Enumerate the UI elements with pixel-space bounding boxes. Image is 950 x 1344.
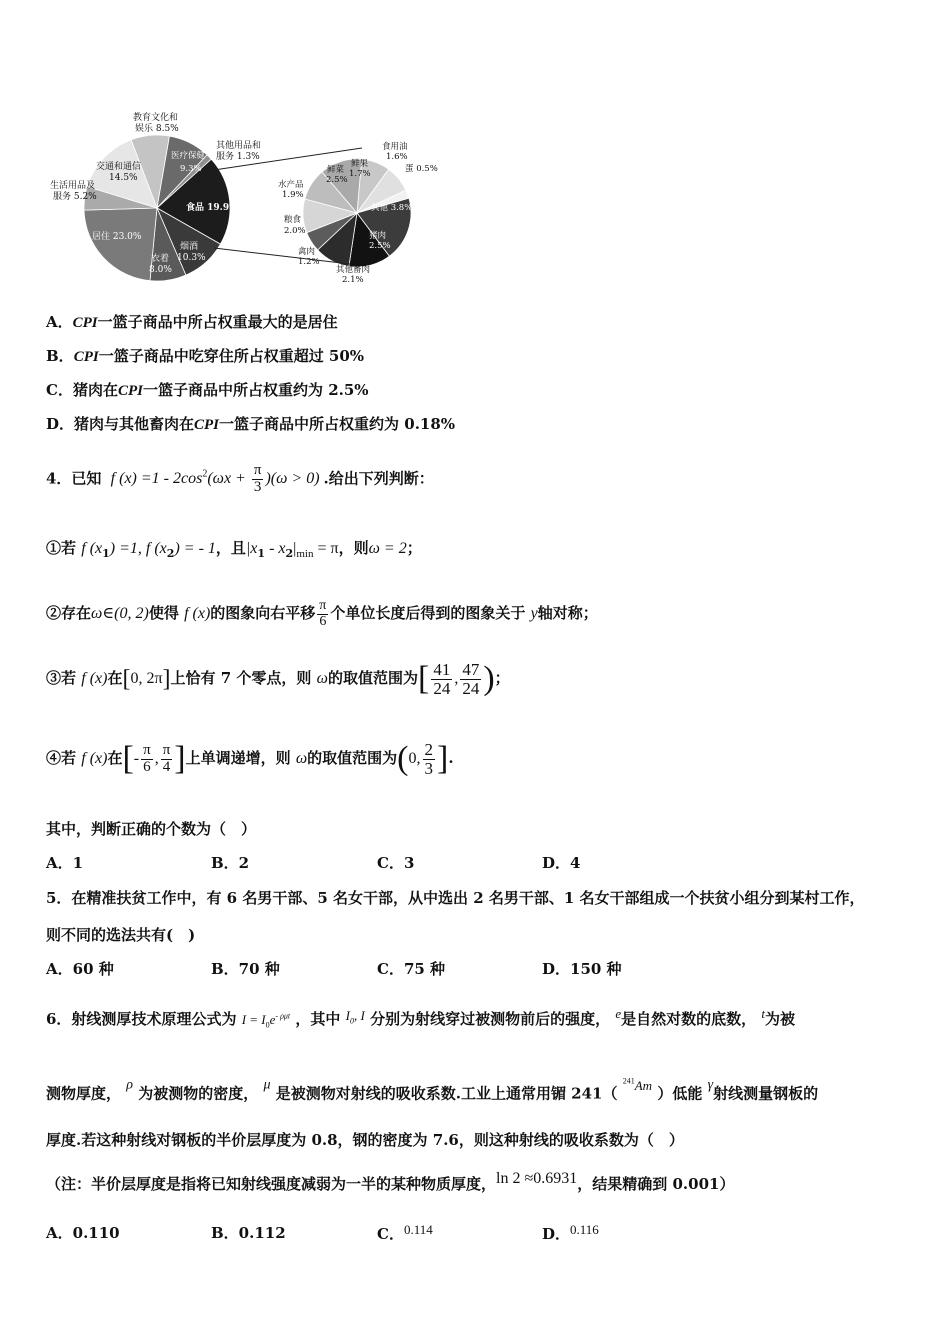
q6-option-b: B．0.112: [211, 1224, 286, 1242]
label-oil-value: 1.6%: [386, 152, 408, 162]
q4-option-a: A．1: [46, 854, 84, 872]
label-tobacco-value: 10.3%: [177, 253, 206, 263]
label-edu-line2: 娱乐 8.5%: [135, 124, 179, 134]
q4-option-c: C．3: [377, 854, 415, 872]
label-aqua-value: 1.9%: [282, 190, 304, 200]
label-medical-value: 9.3%: [180, 164, 202, 174]
label-meat-name: 其他畜肉: [336, 265, 371, 275]
q3-option-c: C．猪肉在CPI一篮子商品中所占权重约为 2.5%: [46, 381, 369, 399]
label-other-line1: 其他用品和: [216, 141, 262, 151]
q4-statement-3: ③若 f (x)在[0, 2π]上恰有 7 个零点，则 ω的取值范围为[ $\frac{41}{24}$ , $\frac{47}{24}$ )；: [46, 659, 510, 698]
label-clothing-name: 衣着: [151, 254, 170, 264]
q6-stem-line2: 测物厚度， ρ 为被测物的密度， μ 是被测物对射线的吸收系数.工业上通常用镅 241（ $^{241}$Am ）低能 γ射线测量钢板的: [46, 1077, 819, 1103]
label-oil-name: 食用油: [382, 142, 408, 152]
q3-option-d: D．猪肉与其他畜肉在CPI一篮子商品中所占权重约为 0.18%: [46, 415, 456, 433]
label-other-food: 其他 3.8%: [371, 203, 413, 213]
label-egg: 蛋 0.5%: [405, 164, 438, 174]
label-veg-name: 鲜菜: [327, 165, 345, 175]
label-daily-line1: 生活用品及: [50, 181, 96, 191]
q6-stem-line3: 厚度.若这种射线对钢板的半价层厚度为 0.8，钢的密度为 7.6，则这种射线的吸收系数为（ ）: [46, 1131, 684, 1149]
q4-statement-2: ②存在ω∈(0, 2)使得 f (x)的图象向右平移 $\frac{\pi}{6}$ 个单位长度后得到的图象关于 y轴对称；: [46, 597, 598, 629]
label-daily-line2: 服务 5.2%: [53, 192, 97, 202]
label-poultry-name: 禽肉: [298, 247, 316, 257]
label-food-name: 食品 19.9%: [186, 203, 238, 213]
label-transport-name: 交通和通信: [96, 162, 142, 172]
main-pie-slice: [84, 208, 157, 281]
label-transport-value: 14.5%: [109, 173, 138, 183]
label-fruit-value: 1.7%: [349, 169, 371, 179]
label-pork-value: 2.5%: [369, 241, 391, 251]
q4-question: 其中，判断正确的个数为（ ）: [46, 820, 257, 838]
q4-statement-4: ④若 f (x)在[- $\frac{\pi}{6}$ , $\frac{\pi}{4}$ ]上单调递增，则 ω的取值范围为(0, $\frac{2}{3}$ ].: [46, 739, 454, 778]
label-medical-name: 医疗保健: [171, 151, 206, 161]
label-aqua-name: 水产品: [278, 180, 304, 190]
label-fruit-name: 鲜果: [351, 159, 369, 169]
label-clothing-value: 8.0%: [149, 265, 172, 275]
q5-stem-line1: 5．在精准扶贫工作中，有 6 名男干部、5 名女干部，从中选出 2 名男干部、1 名女干部组成一个扶贫小组分到某村工作，: [46, 889, 865, 907]
q4-option-d: D．4: [542, 854, 581, 872]
q6-option-a: A．0.110: [46, 1224, 120, 1242]
q5-stem-line2: 则不同的选法共有( ): [46, 926, 196, 944]
q5-option-d: D．150 种: [542, 960, 622, 978]
label-edu-line1: 教育文化和: [133, 113, 179, 123]
q6-option-c: C．0.114: [377, 1222, 433, 1243]
q3-option-b: B．CPI一篮子商品中吃穿住所占权重超过 50%: [46, 347, 365, 365]
label-veg-value: 2.5%: [326, 175, 348, 185]
label-meat-value: 2.1%: [342, 275, 364, 285]
q4-formula: f $(x) =1 - 2\cos^2(\omega x$ + $\frac{\pi}{3}$ )(ω > 0): [110, 462, 320, 496]
cpi-pie-chart: [0, 0, 950, 300]
q4-statement-1: ①若 f $(x_1) =1$, f $(x_2)$ = - 1，且$|x_1 - x_2|_{min} = \pi$，则ω = 2；: [46, 539, 422, 560]
q6-formula: $I = I_0e^{- \rho\mu t}$: [241, 1011, 291, 1030]
label-tobacco-name: 烟酒: [180, 242, 199, 252]
q6-note: （注：半价层厚度是指将已知射线强度减弱为一半的某种物质厚度，ln 2 ≈0.6931，结果精确到 0.001）: [46, 1170, 735, 1193]
label-housing: 居住 23.0%: [92, 232, 142, 242]
q5-option-a: A．60 种: [46, 960, 114, 978]
q4-stem: 4．已知 f $(x) =1 - 2\cos^2(\omega x$ + $\frac{\pi}{3}$ )(ω > 0) .给出下列判断：: [46, 462, 434, 496]
label-grain-name: 粮食: [284, 215, 302, 225]
label-poultry-value: 1.2%: [298, 257, 320, 267]
label-pork-name: 猪肉: [369, 231, 387, 241]
label-other-line2: 服务 1.3%: [216, 152, 260, 162]
q4-option-b: B．2: [211, 854, 250, 872]
q6-option-d: D．0.116: [542, 1222, 599, 1243]
q5-option-c: C．75 种: [377, 960, 446, 978]
q6-stem-line1: 6．射线测厚技术原理公式为 $I = I_0e^{- \rho\mu t}$ ，其中 $I_0$, I 分别为射线穿过被测物前后的强度， e是自然对数的底数， t为被: [46, 1006, 795, 1030]
q3-option-a: A．CPI一篮子商品中所占权重最大的是居住: [46, 313, 338, 331]
label-grain-value: 2.0%: [284, 226, 306, 236]
q5-option-b: B．70 种: [211, 960, 280, 978]
